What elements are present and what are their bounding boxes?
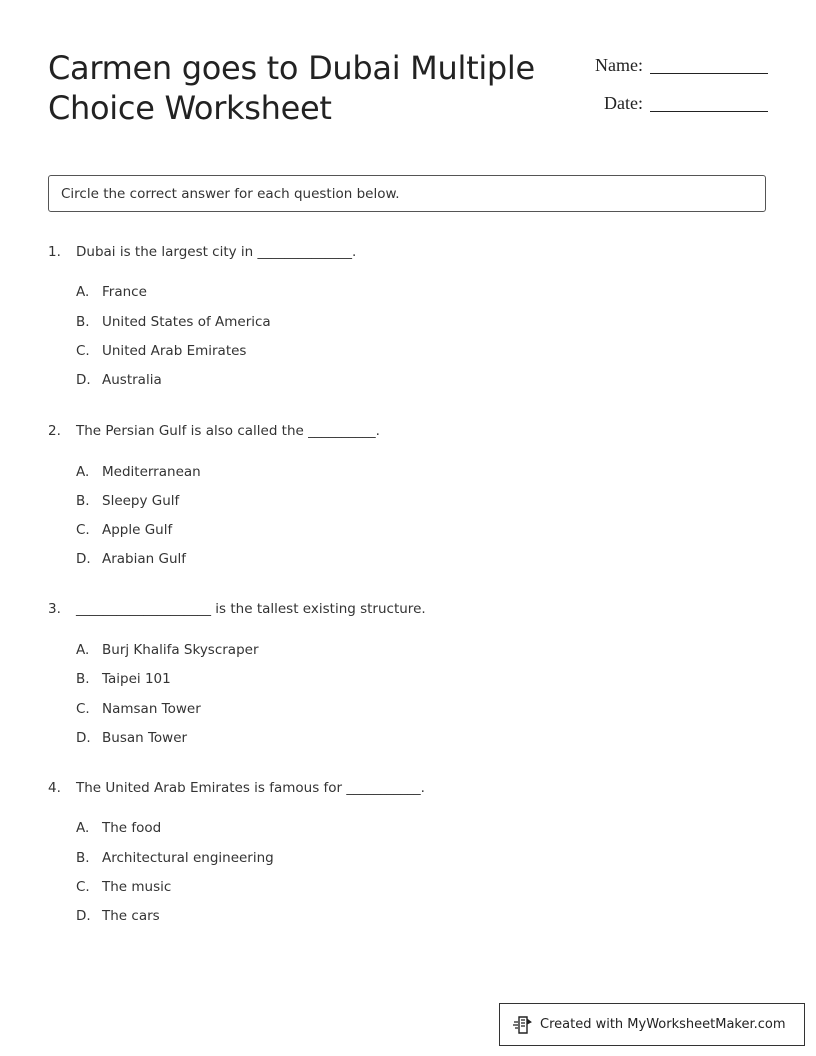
choice-letter: D. — [76, 551, 91, 567]
question-stem — [48, 597, 426, 621]
choice-d[interactable] — [76, 904, 160, 928]
question-number: 1. — [48, 244, 61, 260]
choice-text: Sleepy Gulf — [102, 493, 180, 509]
choice-text: Busan Tower — [102, 730, 188, 746]
choice-a[interactable] — [76, 280, 147, 304]
question-number: 3. — [48, 601, 61, 617]
question-number: 2. — [48, 423, 61, 439]
choice-letter: A. — [76, 464, 90, 480]
choice-text: Mediterranean — [102, 464, 201, 480]
choice-text: United States of America — [102, 314, 271, 330]
choice-c[interactable] — [76, 875, 171, 899]
name-label: Name: — [595, 55, 643, 75]
worksheet-maker-logo-icon — [512, 1014, 534, 1036]
choice-text: The food — [102, 820, 162, 836]
choice-letter: D. — [76, 908, 91, 924]
choice-a[interactable] — [76, 460, 201, 484]
choice-c[interactable] — [76, 518, 172, 542]
choice-text: United Arab Emirates — [102, 343, 247, 359]
question-number: 4. — [48, 780, 61, 796]
choice-a[interactable] — [76, 816, 161, 840]
choice-text: France — [102, 284, 147, 300]
choice-letter: C. — [76, 879, 90, 895]
choice-letter: B. — [76, 850, 90, 866]
choice-letter: D. — [76, 372, 91, 388]
choice-text: The music — [102, 879, 172, 895]
choice-b[interactable] — [76, 310, 271, 334]
name-field — [595, 52, 768, 76]
date-field — [595, 90, 768, 114]
choice-text: Arabian Gulf — [102, 551, 187, 567]
choice-text: Architectural engineering — [102, 850, 274, 866]
choice-text: Australia — [102, 372, 162, 388]
name-date-fields — [595, 52, 768, 128]
question-text: The Persian Gulf is also called the __________. — [76, 423, 380, 439]
choice-letter: B. — [76, 314, 90, 330]
choice-letter: B. — [76, 493, 90, 509]
choice-letter: C. — [76, 701, 90, 717]
question-stem — [48, 240, 356, 264]
date-blank-line — [650, 110, 768, 112]
choice-text: Apple Gulf — [102, 522, 173, 538]
choice-a[interactable] — [76, 638, 259, 662]
question-text: Dubai is the largest city in ______________. — [76, 244, 357, 260]
choice-letter: B. — [76, 671, 90, 687]
footer-credit-badge[interactable] — [499, 1003, 805, 1046]
choice-text: Taipei 101 — [102, 671, 171, 687]
choice-b[interactable] — [76, 846, 274, 870]
date-label: Date: — [604, 93, 643, 113]
choice-text: Namsan Tower — [102, 701, 201, 717]
choice-letter: D. — [76, 730, 91, 746]
question-stem — [48, 776, 425, 800]
name-blank-line — [650, 72, 768, 74]
choice-d[interactable] — [76, 368, 162, 392]
worksheet-title: Carmen goes to Dubai Multiple Choice Worksheet — [48, 49, 535, 127]
choice-letter: A. — [76, 820, 90, 836]
choice-b[interactable] — [76, 667, 171, 691]
choice-b[interactable] — [76, 489, 179, 513]
choice-d[interactable] — [76, 547, 186, 571]
choice-letter: A. — [76, 642, 90, 658]
question-text: The United Arab Emirates is famous for ___________. — [76, 780, 425, 796]
choice-d[interactable] — [76, 726, 187, 750]
choice-text: The cars — [102, 908, 160, 924]
choice-c[interactable] — [76, 697, 201, 721]
question-stem — [48, 419, 380, 443]
footer-credit-text: Created with MyWorksheetMaker.com — [540, 1017, 786, 1032]
choice-c[interactable] — [76, 339, 246, 363]
instructions-box: Circle the correct answer for each question below. — [48, 175, 766, 212]
choice-text: Burj Khalifa Skyscraper — [102, 642, 259, 658]
question-text: ____________________ is the tallest existing structure. — [76, 601, 426, 617]
choice-letter: A. — [76, 284, 90, 300]
choice-letter: C. — [76, 522, 90, 538]
choice-letter: C. — [76, 343, 90, 359]
